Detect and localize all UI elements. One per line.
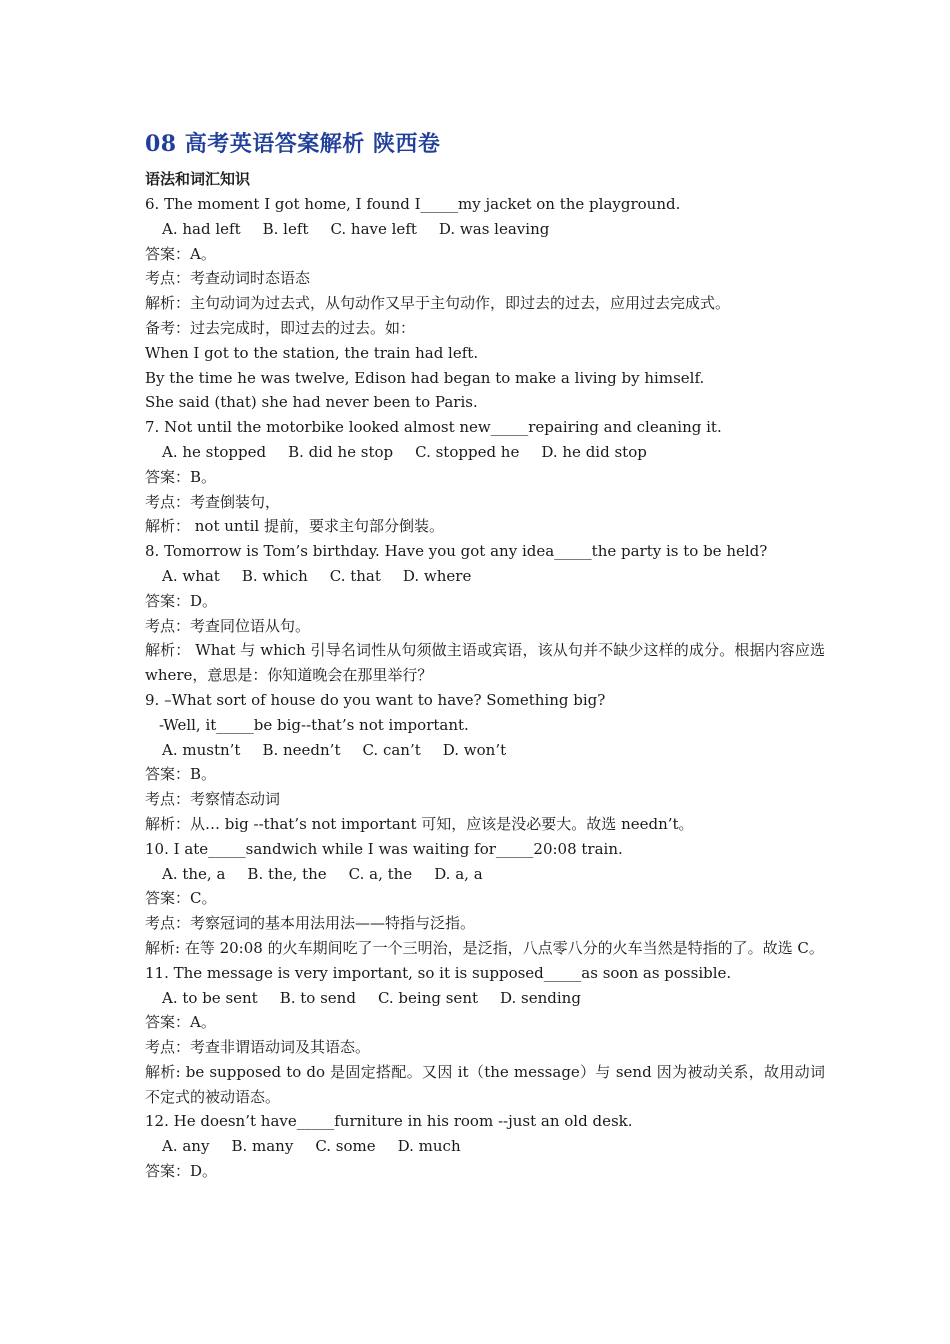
question-6-note: 备考：过去完成时，即过去的过去。如： xyxy=(145,318,416,337)
option: B. which xyxy=(241,566,308,585)
option: D. much xyxy=(397,1137,461,1156)
question-8-analysis: 解析： What 与 which 引导名词性从句须做主语或宾语，该从句并不缺少这样的成分。根据内容应选 where，意思是：你知道晚会在那里举行？ xyxy=(145,641,825,685)
question-6-answer: 答案：A。 xyxy=(145,244,216,263)
question-9-analysis: 解析：从… big --that’s not important 可知，应该是没必要大。故选 needn’t。 xyxy=(145,814,694,833)
question-6-point: 考点：考查动词时态语态 xyxy=(145,269,311,288)
option: C. have left xyxy=(330,219,417,238)
example-sentence: By the time he was twelve, Edison had began to make a living by himself. xyxy=(145,368,705,387)
option: B. needn’t xyxy=(262,740,341,759)
question-12-stem: 12. He doesn’t have_____furniture in his room --just an old desk. xyxy=(145,1112,633,1131)
question-10-point: 考点：考察冠词的基本用法用法——特指与泛指。 xyxy=(145,914,476,933)
question-11-point: 考点：考查非谓语动词及其语态。 xyxy=(145,1038,371,1057)
option: A. he stopped xyxy=(162,442,267,461)
option: A. any xyxy=(162,1137,210,1156)
option: D. a, a xyxy=(434,864,483,883)
question-6-stem: 6. The moment I got home, I found I_____my jacket on the playground. xyxy=(145,195,681,213)
option: C. that xyxy=(329,566,381,585)
question-6-options xyxy=(145,217,825,242)
question-8-point: 考点：考查同位语从句。 xyxy=(145,616,311,635)
option: C. a, the xyxy=(348,864,413,883)
option: D. won’t xyxy=(442,740,507,759)
question-9-stem: 9. –What sort of house do you want to have? Something big? xyxy=(145,690,606,709)
question-11-options xyxy=(145,986,825,1011)
question-10-options xyxy=(145,862,825,887)
document-title: 08 高考英语答案解析 陕西卷 xyxy=(145,131,441,157)
question-9-reply: -Well, it_____be big--that’s not important. xyxy=(159,715,469,734)
question-11-stem: 11. The message is very important, so it is supposed_____as soon as possible. xyxy=(145,963,732,982)
option: C. stopped he xyxy=(415,442,520,461)
option: C. some xyxy=(315,1137,376,1156)
option: C. being sent xyxy=(377,988,479,1007)
option: A. what xyxy=(162,566,220,585)
question-10-answer: 答案：C。 xyxy=(145,889,217,908)
option: B. left xyxy=(262,219,309,238)
question-7-point: 考点：考查倒装句， xyxy=(145,492,281,511)
document-content xyxy=(145,122,825,1184)
question-7-analysis: 解析： not until 提前，要求主句部分倒装。 xyxy=(145,517,444,536)
question-10-analysis: 解析: 在等 20:08 的火车期间吃了一个三明治，是泛指，八点零八分的火车当然是特指的了。故选 C。 xyxy=(145,938,824,957)
question-9-options xyxy=(145,738,825,763)
question-7-answer: 答案：B。 xyxy=(145,467,217,486)
question-10-stem: 10. I ate_____sandwich while I was waiting for_____20:08 train. xyxy=(145,839,623,858)
option: A. the, a xyxy=(162,864,226,883)
option: B. the, the xyxy=(247,864,327,883)
option: B. to send xyxy=(279,988,356,1007)
example-sentence: When I got to the station, the train had left. xyxy=(145,343,479,362)
question-8-answer: 答案：D。 xyxy=(145,591,218,610)
question-11-answer: 答案：A。 xyxy=(145,1013,216,1032)
question-11-analysis: 解析: be supposed to do 是固定搭配。又因 it（the message）与 send 因为被动关系，故用动词不定式的被动语态。 xyxy=(145,1062,825,1106)
option: A. to be sent xyxy=(162,988,258,1007)
question-7-options xyxy=(145,440,825,465)
question-7-stem: 7. Not until the motorbike looked almost new_____repairing and cleaning it. xyxy=(145,418,722,437)
option: D. where xyxy=(402,566,472,585)
example-sentence: She said (that) she had never been to Paris. xyxy=(145,393,478,412)
option: B. many xyxy=(231,1137,294,1156)
question-12-options xyxy=(145,1134,825,1159)
option: D. sending xyxy=(500,988,581,1007)
question-9-answer: 答案：B。 xyxy=(145,765,217,784)
question-6-analysis: 解析：主句动词为过去式，从句动作又早于主句动作，即过去的过去，应用过去完成式。 xyxy=(145,294,731,313)
question-8-stem: 8. Tomorrow is Tom’s birthday. Have you got any idea_____the party is to be held? xyxy=(145,542,768,561)
option: B. did he stop xyxy=(288,442,394,461)
question-9-point: 考点：考察情态动词 xyxy=(145,790,281,809)
option: A. mustn’t xyxy=(162,740,241,759)
question-8-options xyxy=(145,564,825,589)
option: C. can’t xyxy=(362,740,421,759)
option: A. had left xyxy=(162,219,241,238)
option: D. he did stop xyxy=(541,442,647,461)
section-heading: 语法和词汇知识 xyxy=(145,170,251,188)
question-12-answer: 答案：D。 xyxy=(145,1162,218,1181)
option: D. was leaving xyxy=(438,219,550,238)
